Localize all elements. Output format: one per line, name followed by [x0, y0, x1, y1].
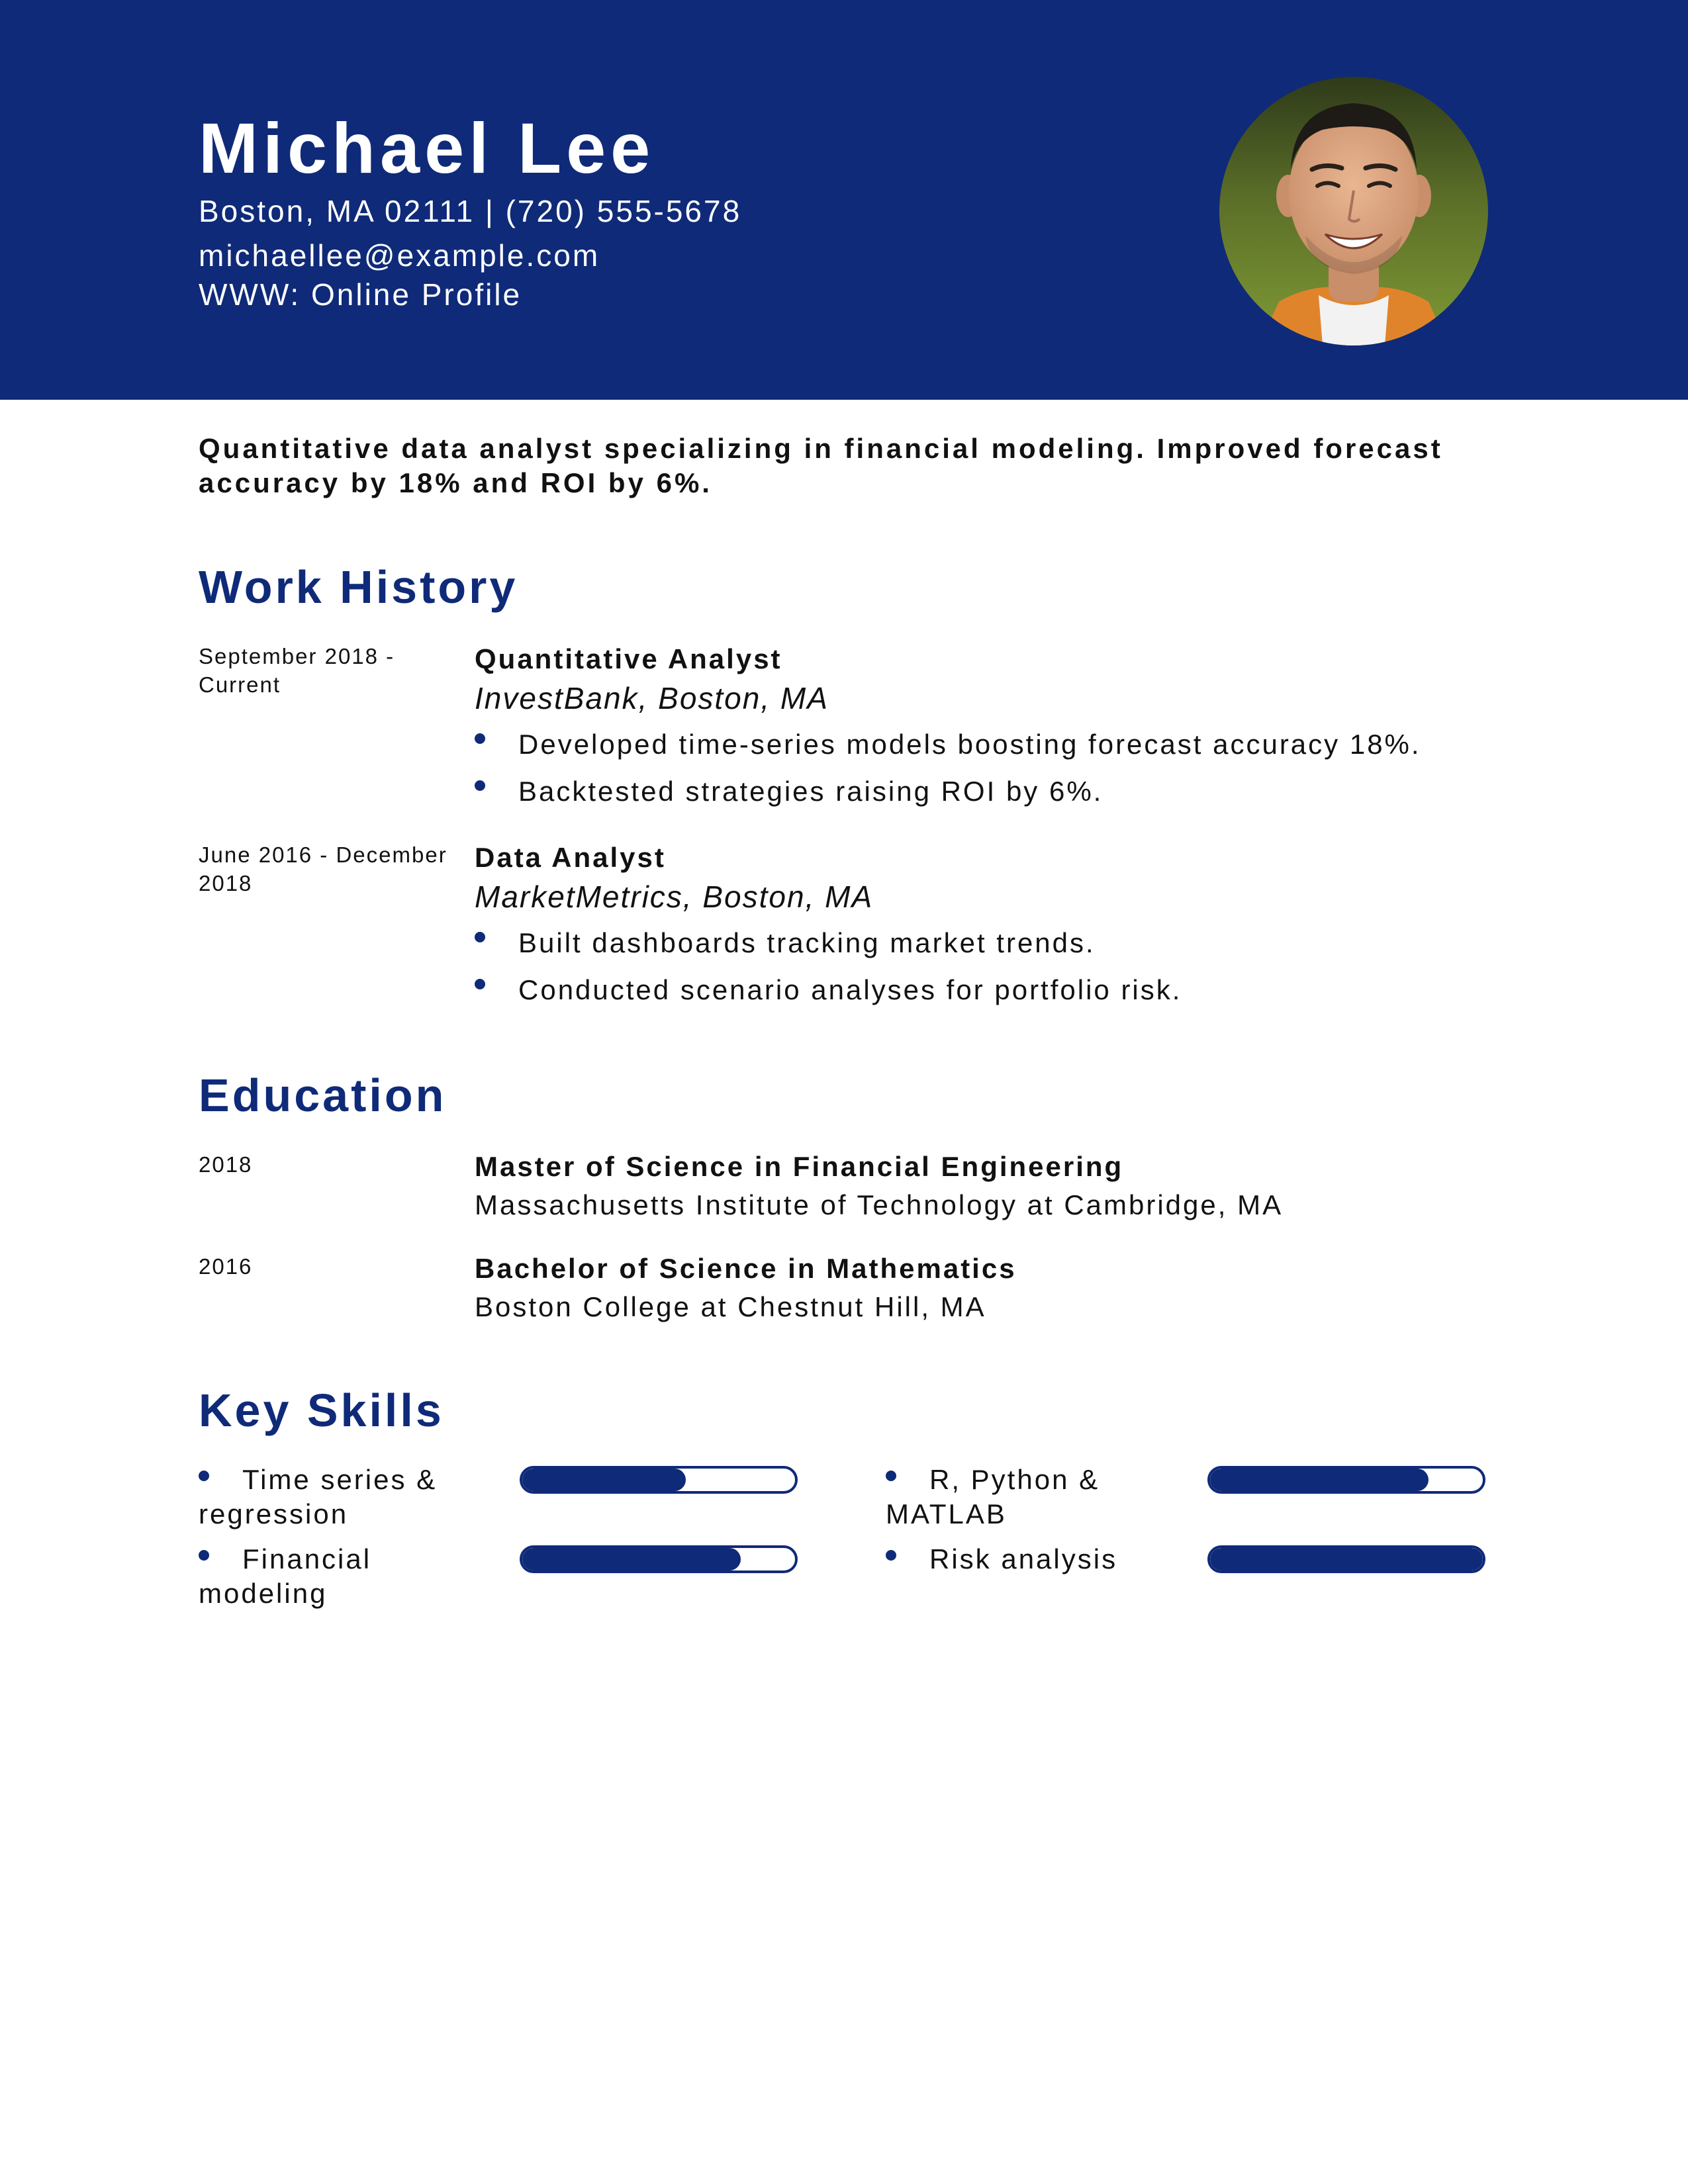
bullet-icon [475, 932, 485, 942]
job-date: June 2016 - December 2018 [199, 842, 447, 895]
education-school: Massachusetts Institute of Technology at Cambridge, MA [475, 1189, 1284, 1220]
skill-label: Risk analysis [929, 1543, 1118, 1574]
job-title: Quantitative Analyst [475, 643, 782, 674]
job-company: MarketMetrics, Boston, MA [475, 880, 874, 914]
professional-summary: Quantitative data analyst specializing in financial modeling. Improved forecast accuracy by 18% and ROI by 6%. [199, 433, 1443, 498]
education-year: 2018 [199, 1152, 253, 1177]
job-bullet-text: Developed time-series models boosting forecast accuracy 18%. [518, 729, 1421, 760]
header-band [0, 0, 1688, 400]
skill-level-bar [1207, 1466, 1485, 1494]
education-year: 2016 [199, 1254, 253, 1279]
education-degree: Master of Science in Financial Engineering [475, 1151, 1124, 1182]
skill-level-fill [1210, 1469, 1429, 1491]
job-date: September 2018 - Current [199, 644, 395, 697]
bullet-icon [475, 733, 485, 744]
education-school: Boston College at Chestnut Hill, MA [475, 1291, 986, 1322]
skill-level-bar [520, 1466, 798, 1494]
website-link[interactable]: WWW: Online Profile [199, 277, 522, 312]
education-heading: Education [199, 1069, 447, 1121]
bullet-icon [475, 979, 485, 989]
skill-label: Financial modeling [199, 1543, 372, 1609]
skill-level-fill [1210, 1548, 1483, 1570]
job-bullet-text: Conducted scenario analyses for portfolio risk. [518, 974, 1182, 1005]
bullet-icon [475, 780, 485, 791]
skill-level-bar [1207, 1545, 1485, 1573]
skill-level-fill [522, 1548, 741, 1570]
job-company: InvestBank, Boston, MA [475, 681, 829, 715]
candidate-name: Michael Lee [199, 108, 655, 188]
profile-photo [1219, 77, 1488, 345]
skill-level-bar [520, 1545, 798, 1573]
location-phone: Boston, MA 02111 | (720) 555-5678 [199, 194, 742, 228]
key-skills-heading: Key Skills [199, 1385, 444, 1436]
skill-label: R, Python & MATLAB [886, 1464, 1100, 1529]
skill-label: Time series & regression [199, 1464, 438, 1529]
avatar-photo-icon [1219, 77, 1488, 345]
work-history-heading: Work History [199, 561, 518, 613]
job-bullet-text: Built dashboards tracking market trends. [518, 927, 1096, 958]
education-degree: Bachelor of Science in Mathematics [475, 1253, 1017, 1284]
skill-level-fill [522, 1469, 686, 1491]
email-link[interactable]: michaellee@example.com [199, 238, 600, 273]
job-bullet-text: Backtested strategies raising ROI by 6%. [518, 776, 1103, 807]
job-title: Data Analyst [475, 842, 666, 873]
